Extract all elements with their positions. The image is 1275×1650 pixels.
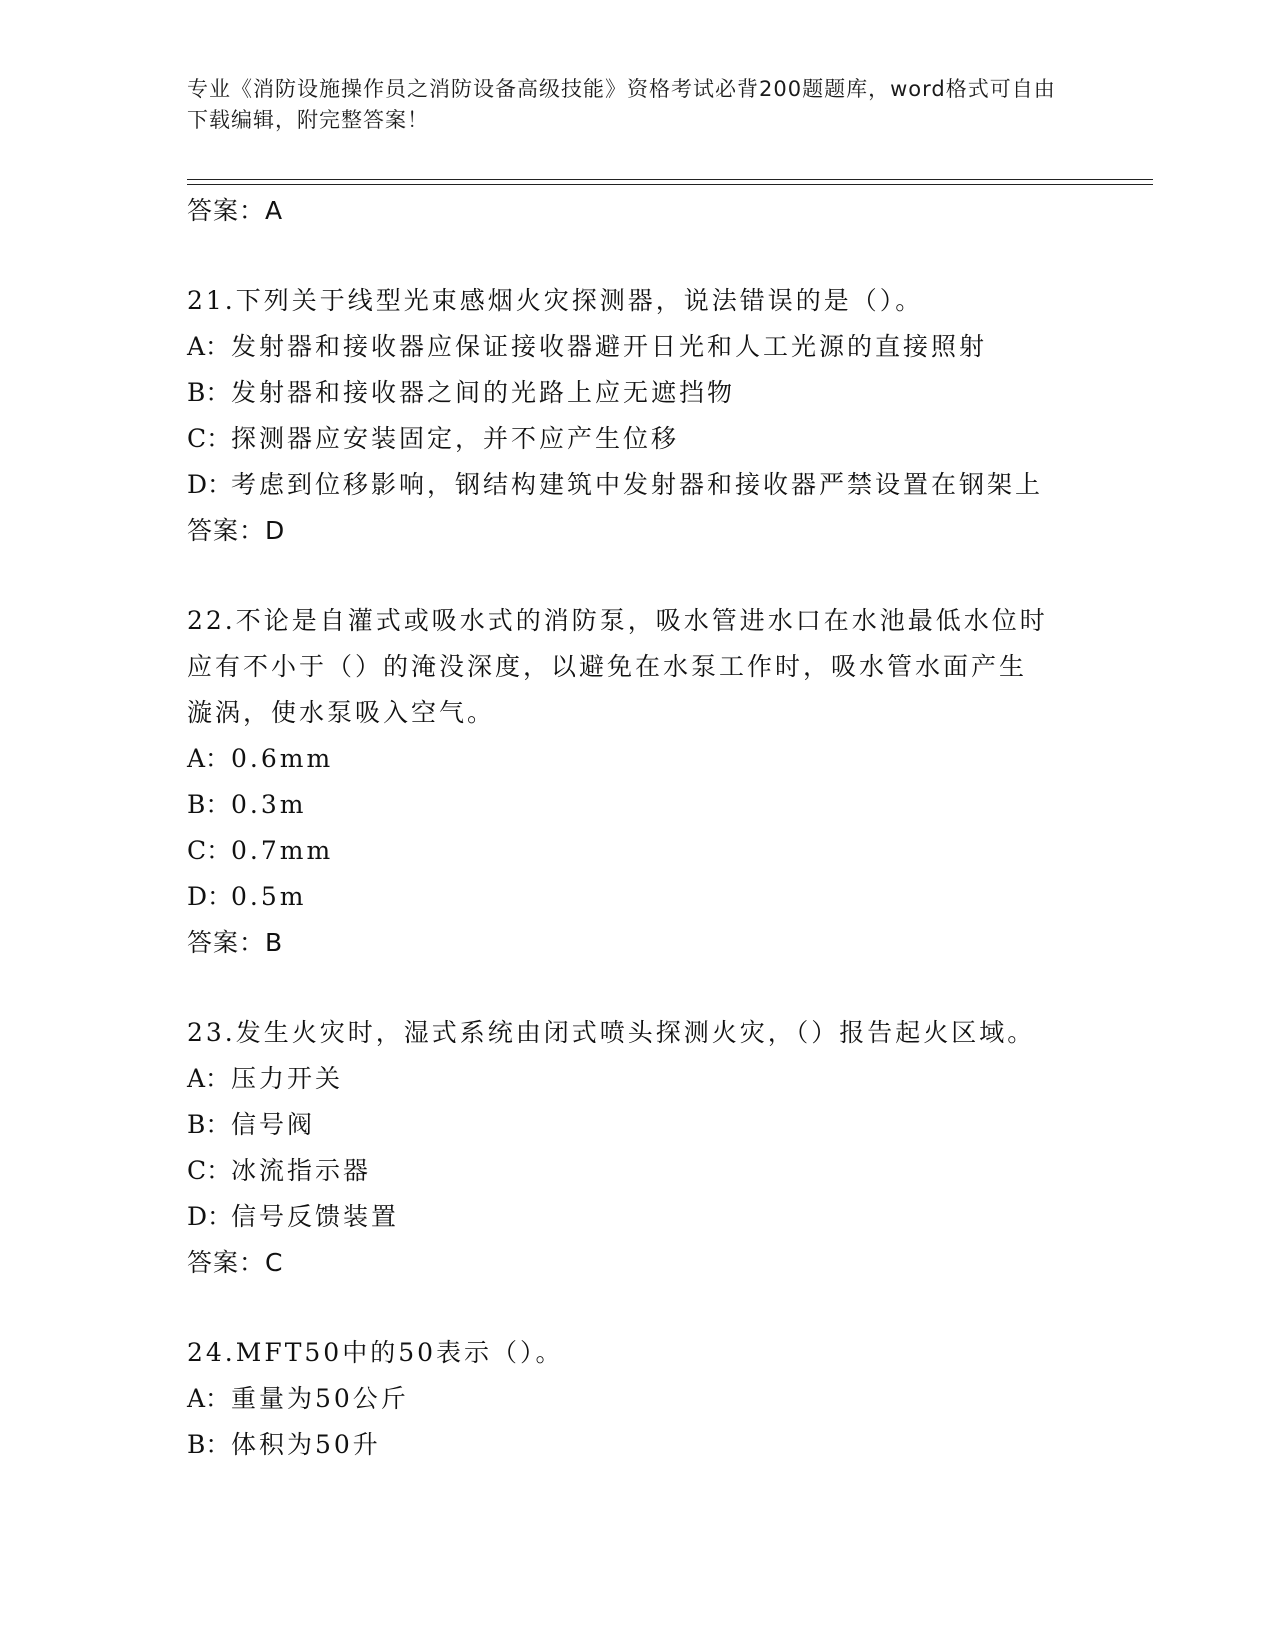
option-d (187, 462, 1087, 508)
document-header (187, 74, 1067, 136)
option-text: 体积为50升 (231, 1430, 381, 1459)
option-key: B： (187, 1430, 231, 1459)
option-b (187, 1422, 1087, 1468)
question-stem: 22.不论是自灌式或吸水式的消防泵，吸水管进水口在水池最低水位时 (187, 606, 1048, 635)
question-22 (187, 598, 1087, 966)
option-text: 发射器和接收器之间的光路上应无遮挡物 (231, 378, 736, 407)
option-text: 压力开关 (231, 1064, 344, 1093)
option-a (187, 1376, 1087, 1422)
option-text: 信号反馈装置 (231, 1202, 400, 1231)
header-divider-top (187, 179, 1153, 180)
option-a (187, 324, 1087, 370)
question-21 (187, 278, 1087, 554)
option-key: A： (187, 744, 231, 773)
answer-line: 答案：C (187, 1248, 284, 1277)
question-list (187, 188, 1087, 1468)
option-text: 重量为50公斤 (231, 1384, 409, 1413)
question-stem: 23.发生火灾时，湿式系统由闭式喷头探测火灾，（）报告起火区域。 (187, 1018, 1036, 1047)
option-text: 冰流指示器 (231, 1156, 372, 1185)
option-text: 考虑到位移影响，钢结构建筑中发射器和接收器严禁设置在钢架上 (231, 470, 1044, 499)
option-key: B： (187, 1110, 231, 1139)
header-divider-bottom (187, 184, 1153, 185)
option-d (187, 1194, 1087, 1240)
option-text: 0.7mm (231, 836, 334, 865)
option-key: D： (187, 470, 233, 499)
option-key: A： (187, 1064, 231, 1093)
option-key: B： (187, 790, 231, 819)
question-stem: 漩涡，使水泵吸入空气。 (187, 698, 496, 727)
option-key: A： (187, 332, 231, 361)
answer-line: 答案：A (187, 196, 284, 225)
option-text: 0.3m (231, 790, 307, 819)
option-b (187, 782, 1087, 828)
question-stem: 24.MFT50中的50表示（）。 (187, 1338, 564, 1367)
answer-line: 答案：D (187, 516, 286, 545)
option-d (187, 874, 1087, 920)
document-title: 专业《消防设施操作员之消防设备高级技能》资格考试必背200题题库，word格式可自由下载编辑，附完整答案！ (187, 77, 1056, 132)
option-text: 探测器应安装固定，并不应产生位移 (231, 424, 680, 453)
option-text: 0.6mm (231, 744, 334, 773)
option-b (187, 1102, 1087, 1148)
option-key: C： (187, 424, 232, 453)
option-b (187, 370, 1087, 416)
option-text: 发射器和接收器应保证接收器避开日光和人工光源的直接照射 (231, 332, 988, 361)
option-c (187, 416, 1087, 462)
option-key: B： (187, 378, 231, 407)
option-key: C： (187, 1156, 232, 1185)
option-c (187, 828, 1087, 874)
option-c (187, 1148, 1087, 1194)
option-key: D： (187, 1202, 233, 1231)
question-23 (187, 1010, 1087, 1286)
option-key: C： (187, 836, 232, 865)
option-text: 信号阀 (231, 1110, 316, 1139)
option-a (187, 736, 1087, 782)
option-text: 0.5m (231, 882, 307, 911)
answer-line: 答案：B (187, 928, 284, 957)
question-stem: 21.下列关于线型光束感烟火灾探测器，说法错误的是（）。 (187, 286, 924, 315)
option-key: D： (187, 882, 233, 911)
question-24 (187, 1330, 1087, 1468)
option-key: A： (187, 1384, 231, 1413)
question-stem: 应有不小于（）的淹没深度，以避免在水泵工作时，吸水管水面产生 (187, 652, 1028, 681)
option-a (187, 1056, 1087, 1102)
